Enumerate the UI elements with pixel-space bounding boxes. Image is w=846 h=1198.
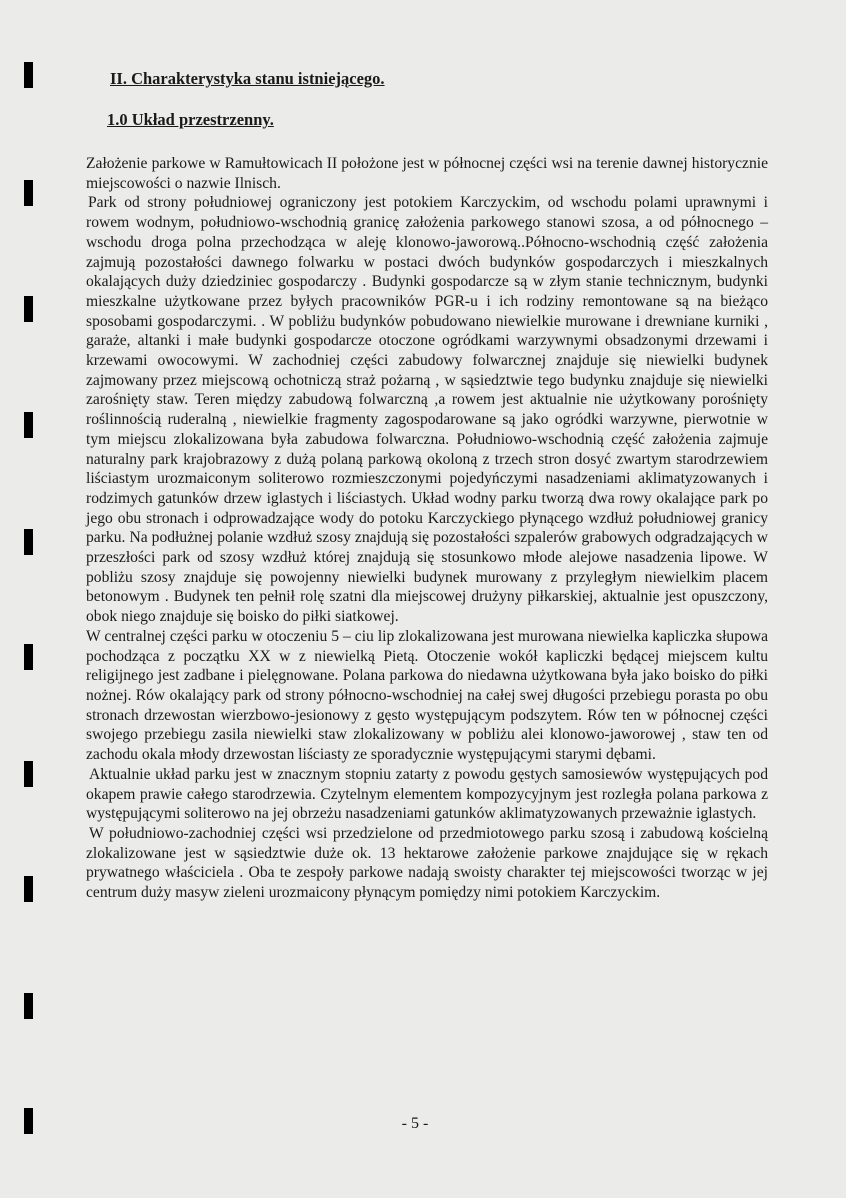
scan-margin-mark — [24, 1108, 33, 1134]
scan-margin-mark — [24, 296, 33, 322]
document-body — [86, 68, 768, 903]
scan-margin-mark — [24, 180, 33, 206]
scan-margin-mark — [24, 993, 33, 1019]
scan-margin-mark — [24, 529, 33, 555]
scan-margin-mark — [24, 62, 33, 88]
page-number: - 5 - — [401, 1115, 429, 1132]
paragraph: Park od strony południowej ograniczony jest potokiem Karczyckim, od wschodu polami uprawnymi i rowem wodnym, południowo-wschodnią granicę założenia parkowego stanowi szosa, a od północnego – wschodu droga polna przechodząca w aleję klonowo-jaworową..Północno-wschodnią część założenia zajmują pozostałości dawnego folwarku w postaci dwóch budynków gospodarczych i mieszkalnych okalających duży dziedziniec gospodarczy . Budynki gospodarcze są w złym stanie technicznym, budynki mieszkalne użytkowane przez byłych pracowników PGR-u i ich rodziny remontowane są na bieżąco sposobami gospodarczymi. . W pobliżu budynków pobudowano niewielkie murowane i drewniane kurniki , garaże, altanki i małe budynki gospodarcze otoczone ogródkami warzywnymi obsadzonymi drzewami i krzewami owocowymi. W zachodniej części zabudowy folwarcznej znajduje się niewielki budynek zajmowany przez miejscową ochotniczą straż pożarną , w sąsiedztwie tego budynku znajduje się niewielki zarośnięty staw. Teren między zabudową folwarczną ,a rowem jest aktualnie nie użytkowany porośnięty roślinnością ruderalną , niewielkie fragmenty zagospodarowane są jako ogródki warzywne, pierwotnie w tym miejscu zlokalizowana była zabudowa folwarczna. Południowo-wschodnią część założenia zajmuje naturalny park krajobrazowy z dużą polaną parkową okoloną z trzech stron dosyć zwartym starodrzewiem liściastym urozmaiconym soliterowo rozmieszczonymi pojedyńczymi nasadzeniami aklimatyzowanych i rodzimych gatunków drzew iglastych i liściastych. Układ wodny parku tworzą dwa rowy okalające park po jego obu stronach i odprowadzające wody do potoku Karczyckiego płynącego wzdłuż południowej granicy parku. Na podłużnej polanie wzdłuż szosy znajdują się pozostałości szpalerów grabowych odgradzających w przeszłości park od szosy wzdłuż której znajdują się stosunkowo młode alejowe nasadzenia lipowe. W pobliżu szosy znajduje się powojenny niewielki budynek murowany z przyległym niewielkim placem betonowym . Budynek ten pełnił rolę szatni dla miejscowej drużyny piłkarskiej, aktualnie jest opuszczony, obok niego znajduje się boisko do piłki siatkowej. — [86, 194, 768, 626]
scan-margin-mark — [24, 412, 33, 438]
paragraph: W centralnej części parku w otoczeniu 5 – ciu lip zlokalizowana jest murowana niewielka kapliczka słupowa pochodząca z początku XX w z niewielką Pietą. Otoczenie wokół kapliczki będącej miejscem kultu religijnego jest zadbane i pielęgnowane. Polana parkowa do niedawna użytkowana była jako boisko do piłki nożnej. Rów okalający park od strony północno-wschodniej na całej swej długości przebiegu porasta po obu stronach drzewostan wierzbowo-jesionowy z gęsto występującym podszytem. Rów ten w północnej części swojego przebiegu zasila niewielki staw zlokalizowany w pobliżu alei klonowo-jaworowej , staw ten od zachodu okala młody drzewostan liściasty ze sporadycznie występującymi starymi dębami. — [86, 627, 768, 764]
scan-margin-mark — [24, 876, 33, 902]
scan-margin-mark — [24, 644, 33, 670]
paragraph: W południowo-zachodniej części wsi przedzielone od przedmiotowego parku szosą i zabudową kościelną zlokalizowane jest w sąsiedztwie duże ok. 13 hektarowe założenie parkowe znajdujące się w rękach prywatnego właściciela . Oba te zespoły parkowe nadają swoisty charakter tej miejscowości tworząc w jej centrum duży masyw zieleni urozmaicony płynącym pomiędzy nimi potokiem Karczyckim. — [86, 824, 768, 902]
paragraph: Założenie parkowe w Ramułtowicach II położone jest w północnej części wsi na terenie dawnej historycznie miejscowości o nazwie Ilnisch. — [86, 155, 768, 192]
paragraph: Aktualnie układ parku jest w znacznym stopniu zatarty z powodu gęstych samosiewów występujących pod okapem prawie całego starodrzewia. Czytelnym elementem kompozycyjnym jest rozległa polana parkowa z występującymi soliterowo na jej obrzeżu nasadzeniami gatunków aklimatyzowanych przeważnie iglastych. — [86, 765, 768, 823]
scan-margin-mark — [24, 761, 33, 787]
subsection-heading: 1.0 Układ przestrzenny. — [107, 110, 274, 129]
section-heading: II. Charakterystyka stanu istniejącego. — [110, 69, 385, 88]
